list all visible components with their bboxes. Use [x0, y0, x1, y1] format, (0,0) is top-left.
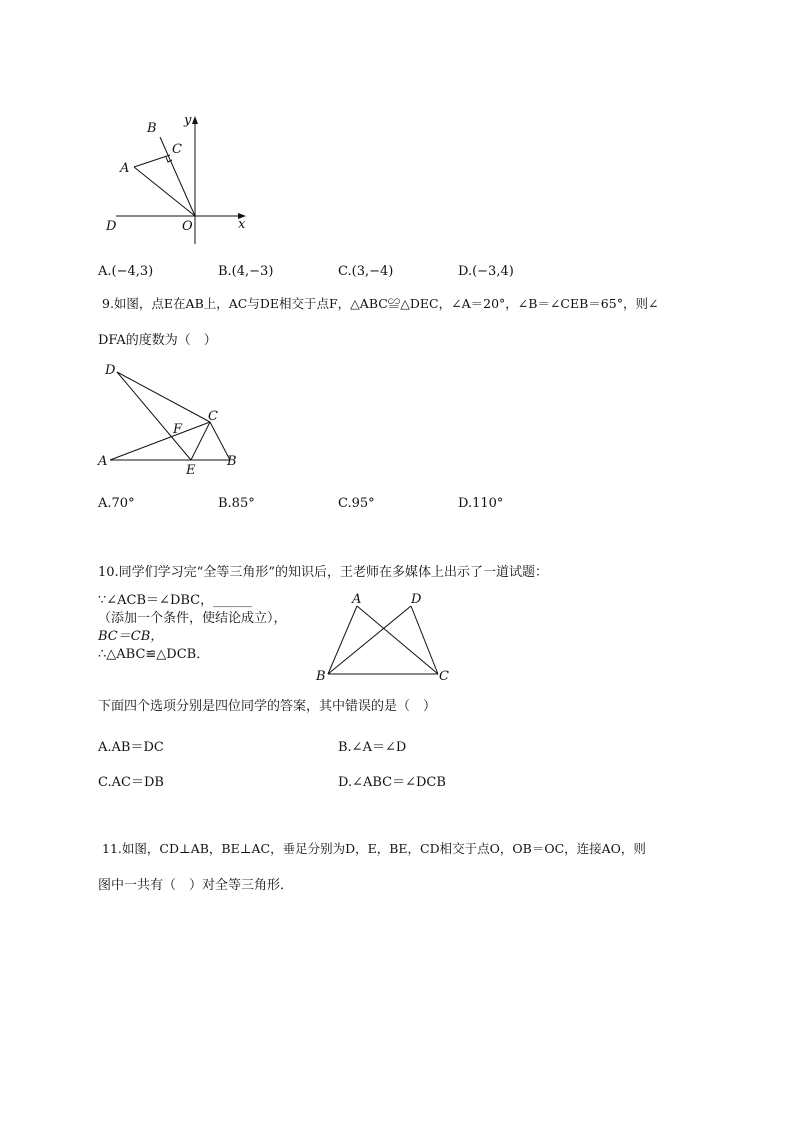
- q10-label-B: B: [316, 669, 326, 684]
- q10-given-3: BC＝CB，: [98, 629, 164, 644]
- q10-given-1-text: ∵∠ACB＝∠DBC，: [98, 593, 214, 608]
- q11-stem-line2: 图中一共有（ ）对全等三角形．: [98, 878, 294, 893]
- q10-question: 下面四个选项分别是四位同学的答案，其中错误的是（ ）: [98, 699, 437, 714]
- q10-option-c: C.AC＝DB: [98, 775, 164, 790]
- q10-option-b: B.∠A＝∠D: [338, 740, 407, 755]
- q8-label-x: x: [238, 217, 246, 232]
- q10-option-d: D.∠ABC＝∠DCB: [338, 775, 446, 790]
- q8-figure: [100, 112, 260, 242]
- q9-option-b: B.85°: [218, 496, 255, 511]
- q9-label-C: C: [208, 409, 218, 424]
- q9-option-a: A.70°: [98, 496, 135, 511]
- q8-label-B: B: [147, 121, 157, 136]
- q9-figure: [95, 362, 255, 477]
- q9-option-c: C.95°: [338, 496, 375, 511]
- q8-option-b: B.(4,−3): [218, 264, 274, 279]
- q10-figure: [312, 590, 462, 690]
- q8-label-C: C: [172, 142, 182, 157]
- q8-option-c: C.(3,−4): [338, 264, 394, 279]
- q9-option-d: D.110°: [458, 496, 504, 511]
- q10-label-C: C: [439, 669, 449, 684]
- q8-label-y: y: [184, 113, 192, 128]
- q9-stem-line2: DFA的度数为（ ）: [98, 333, 217, 348]
- q9-label-F: F: [173, 422, 183, 437]
- q8-label-A: A: [120, 161, 130, 176]
- q10-option-a: A.AB＝DC: [98, 740, 164, 755]
- q9-label-D: D: [105, 363, 116, 378]
- q9-label-B: B: [227, 454, 237, 469]
- q8-option-a: A.(−4,3): [98, 264, 154, 279]
- q10-label-A: A: [352, 592, 362, 607]
- q10-given-2: （添加一个条件，使结论成立），: [98, 611, 287, 626]
- q10-given-4: ∴△ABC≌△DCB．: [98, 647, 210, 662]
- q10-answer-blank: ______: [213, 593, 253, 608]
- q10-given-1: [98, 594, 252, 607]
- q9-label-A: A: [98, 454, 108, 469]
- q8-label-O: O: [182, 219, 193, 234]
- q8-label-D: D: [106, 219, 117, 234]
- q9-label-E: E: [186, 463, 196, 478]
- q9-stem-line1: 9.如图，点E在AB上，AC与DE相交于点F，△ABC≌△DEC，∠A＝20°，∠B＝∠CEB＝65°，则∠: [102, 296, 659, 311]
- q10-intro: 10.同学们学习完“全等三角形”的知识后，王老师在多媒体上出示了一道试题：: [98, 565, 548, 580]
- q11-stem-line1: 11.如图，CD⊥AB，BE⊥AC，垂足分别为D，E，BE，CD相交于点O，OB＝OC，连接AO，则: [102, 841, 646, 856]
- q8-option-d: D.(−3,4): [458, 264, 514, 279]
- q10-label-D: D: [411, 592, 422, 607]
